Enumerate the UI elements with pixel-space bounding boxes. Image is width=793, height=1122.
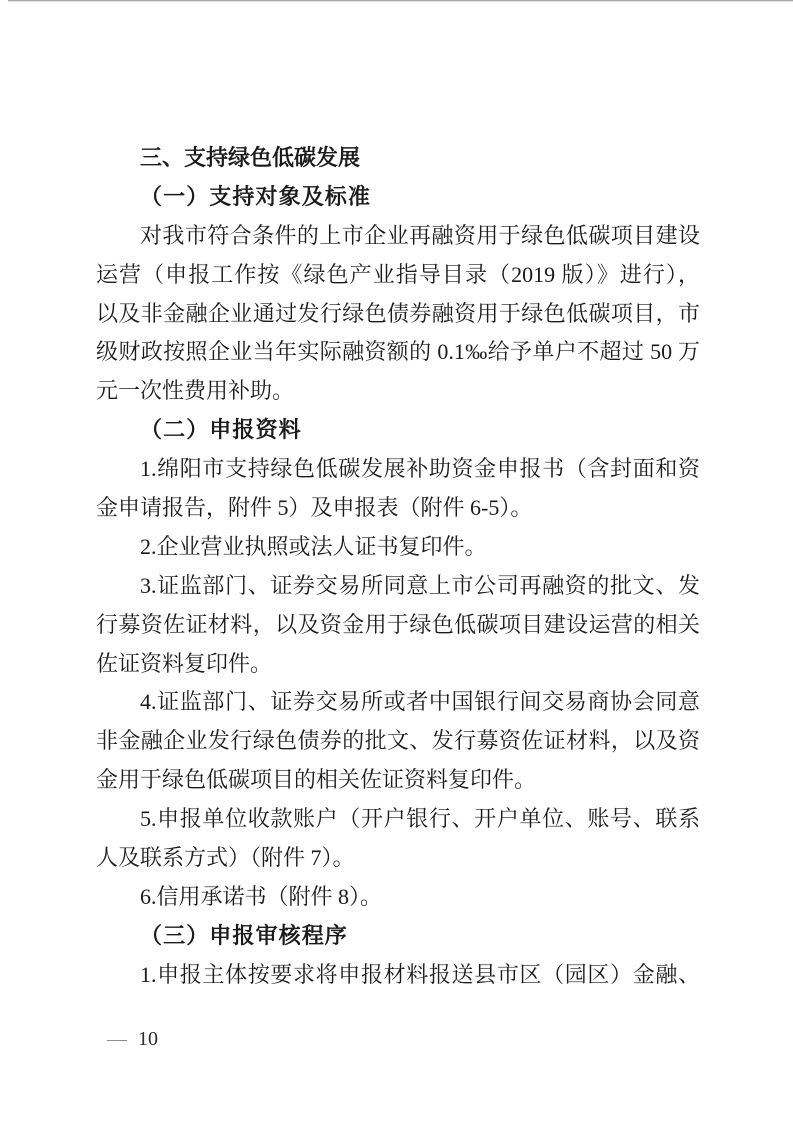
text-line: 金申请报告，附件 5）及申报表（附件 6-5）。	[96, 495, 533, 521]
text-line: 6.信用承诺书（附件 8）。	[140, 883, 383, 909]
page-content	[96, 139, 700, 995]
text-line: 2.企业营业执照或法人证书复印件。	[140, 533, 487, 559]
subsection-heading: （二）申报资料	[140, 417, 302, 443]
text-line: 元一次性费用补助。	[96, 378, 295, 404]
page-footer	[107, 1026, 158, 1052]
text-line: 4.证监部门、证券交易所或者中国银行间交易商协会同意	[140, 689, 700, 715]
footer-dash: —	[107, 1028, 127, 1050]
subsection-heading: （三）申报审核程序	[140, 922, 348, 948]
text-line: 金用于绿色低碳项目的相关佐证资料复印件。	[96, 767, 537, 793]
text-line: 5.申报单位收款账户（开户银行、开户单位、账号、联系	[140, 806, 700, 832]
text-line: 1.绵阳市支持绿色低碳发展补助资金申报书（含封面和资	[140, 456, 700, 482]
text-line: 佐证资料复印件。	[96, 650, 273, 676]
text-line: 人及联系方式）（附件 7）。	[96, 845, 355, 871]
text-line: 对我市符合条件的上市企业再融资用于绿色低碳项目建设	[140, 222, 700, 248]
subsection-heading: （一）支持对象及标准	[140, 183, 372, 209]
text-line: 以及非金融企业通过发行绿色债券融资用于绿色低碳项目，市	[96, 300, 700, 326]
text-line: 级财政按照企业当年实际融资额的 0.1‰给予单户不超过 50 万	[96, 339, 700, 365]
text-line: 1.申报主体按要求将申报材料报送县市区（园区）金融、	[140, 961, 700, 987]
scan-edge-artifact	[8, 0, 793, 2]
text-line: 3.证监部门、证券交易所同意上市公司再融资的批文、发	[140, 572, 700, 598]
text-line: 运营（申报工作按《绿色产业指导目录（2019 版）》进行），	[96, 261, 700, 287]
text-line: 行募资佐证材料，以及资金用于绿色低碳项目建设运营的相关	[96, 611, 700, 637]
text-line: 非金融企业发行绿色债券的批文、发行募资佐证材料，以及资	[96, 728, 700, 754]
section-heading: 三、支持绿色低碳发展	[140, 145, 361, 170]
page-number: 10	[138, 1028, 158, 1050]
